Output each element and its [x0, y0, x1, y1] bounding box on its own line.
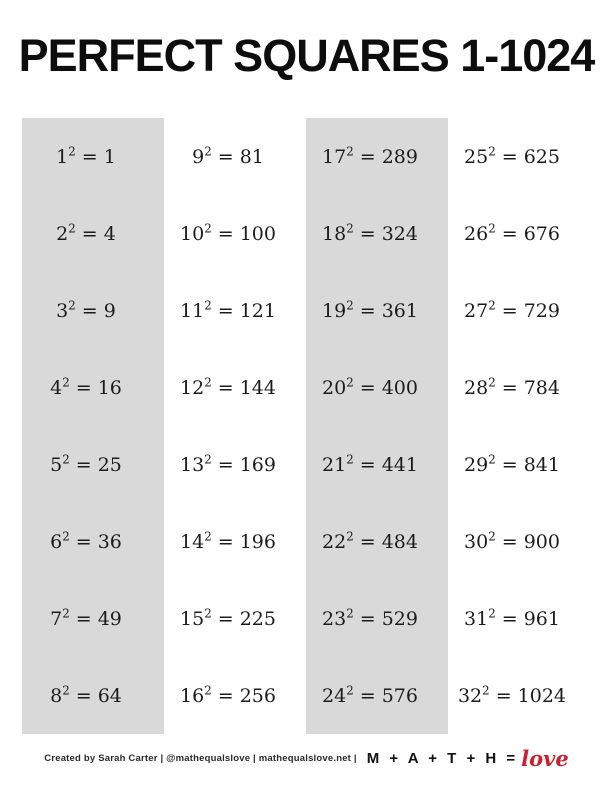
square-equation: $17^2 = 289$ [322, 144, 418, 168]
square-equation: $11^2 = 121$ [180, 298, 276, 322]
logo-letters: M + A + T + H = [366, 749, 519, 767]
square-equation: $9^2 = 81$ [192, 144, 264, 168]
page-title: PERFECT SQUARES 1-1024 [18, 30, 595, 81]
square-equation: $19^2 = 361$ [322, 298, 418, 322]
square-equation: $13^2 = 169$ [180, 452, 276, 476]
square-equation: $8^2 = 64$ [50, 683, 122, 707]
square-equation: $14^2 = 196$ [180, 529, 276, 553]
table-column [164, 118, 306, 734]
square-equation: $31^2 = 961$ [464, 606, 560, 630]
square-equation: $7^2 = 49$ [50, 606, 122, 630]
square-equation: $29^2 = 841$ [464, 452, 560, 476]
square-equation: $25^2 = 625$ [464, 144, 560, 168]
square-equation: $32^2 = 1024$ [457, 683, 567, 707]
square-equation: $24^2 = 576$ [322, 683, 418, 707]
table-column [448, 118, 590, 734]
square-equation: $23^2 = 529$ [322, 606, 418, 630]
square-equation: $15^2 = 225$ [180, 606, 276, 630]
square-equation: $1^2 = 1$ [56, 144, 116, 168]
love-script-text: love [521, 745, 569, 771]
square-equation: $30^2 = 900$ [464, 529, 560, 553]
math-equals-love-logo [366, 745, 569, 771]
square-equation: $22^2 = 484$ [322, 529, 418, 553]
square-equation: $12^2 = 144$ [180, 375, 276, 399]
square-equation: $26^2 = 676$ [464, 221, 560, 245]
footer [0, 742, 613, 774]
square-equation: $27^2 = 729$ [464, 298, 560, 322]
square-equation: $3^2 = 9$ [56, 298, 116, 322]
credit-text: Created by Sarah Carter | @mathequalslove | mathequalslove.net | [44, 752, 357, 764]
square-equation: $10^2 = 100$ [180, 221, 276, 245]
square-equation: $5^2 = 25$ [50, 452, 122, 476]
square-equation: $18^2 = 324$ [322, 221, 418, 245]
square-equation: $16^2 = 256$ [180, 683, 276, 707]
square-equation: $21^2 = 441$ [322, 452, 418, 476]
square-equation: $6^2 = 36$ [50, 529, 122, 553]
square-equation: $20^2 = 400$ [322, 375, 418, 399]
square-equation: $2^2 = 4$ [56, 221, 116, 245]
squares-table [22, 118, 590, 734]
table-column-shaded [22, 118, 164, 734]
table-column-shaded [306, 118, 448, 734]
square-equation: $4^2 = 16$ [50, 375, 122, 399]
square-equation: $28^2 = 784$ [464, 375, 560, 399]
